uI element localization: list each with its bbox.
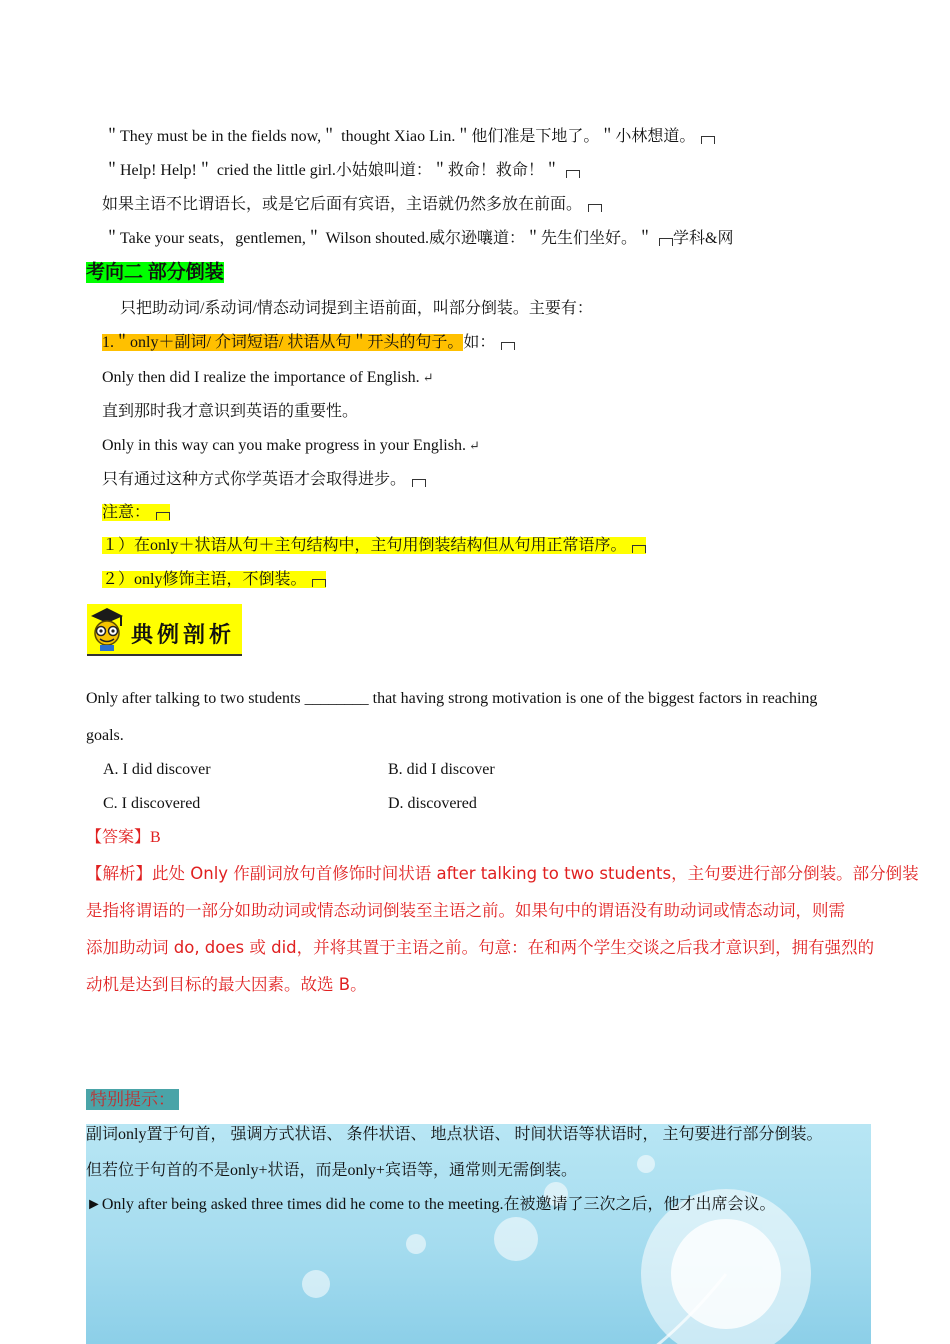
paragraph-mark-icon — [632, 545, 646, 553]
note-label — [102, 502, 170, 524]
dialogue-line-2: ＂Help! Help!＂ cried the little girl.小姑娘叫道：＂救命！救命！＂ — [104, 162, 560, 179]
example-1-zh: 直到那时我才意识到英语的重要性。 — [102, 403, 359, 420]
paragraph-mark-icon — [588, 204, 602, 212]
watermark-text: 学科&网 — [673, 230, 734, 247]
tip-line-1: 副词only置于句首， 强调方式状语、 条件状语、 地点状语、 时间状语等状语时， 主句要进行部分倒装。 — [86, 1126, 823, 1143]
solution-line: 【解析】此处 Only 作副词放句首修饰时间状语 after talking to two students，主句要进行部分倒装。部分倒装 — [86, 864, 919, 883]
text-line — [104, 228, 733, 250]
paragraph-mark-icon — [659, 238, 673, 246]
paragraph-mark-icon — [701, 136, 715, 144]
section-heading — [86, 260, 224, 287]
rule-line: 如果主语不比谓语长，或是它后面有宾语，主语就仍然多放在前面。 — [102, 196, 583, 213]
text-line — [104, 126, 715, 148]
solution-line: 动机是达到目标的最大因素。故选 B。 — [86, 975, 367, 994]
rule-1-highlight: 1.＂only＋副词/ 介词短语/ 状语从句＂开头的句子。 — [102, 334, 464, 351]
rule-1 — [102, 332, 515, 354]
example-banner — [87, 604, 242, 656]
example-1-en-text: Only then did I realize the importance of English. — [102, 369, 420, 386]
line-break-arrow-icon: ↵ — [422, 370, 434, 385]
option-a: A. I did discover — [103, 761, 211, 778]
solution-line: 是指将谓语的一部分如助动词或情态动词倒装至主语之前。如果句中的谓语没有助动词或情态动词，则需 — [86, 901, 845, 920]
paragraph-mark-icon — [566, 170, 580, 178]
paragraph-mark-icon — [312, 579, 326, 587]
paragraph-mark-icon — [501, 342, 515, 350]
banner-title: 典例剖析 — [131, 622, 236, 648]
solution-line: 添加助动词 do, does 或 did，并将其置于主语之前。句意：在和两个学生交谈之后我才意识到，拥有强烈的 — [86, 938, 875, 957]
question-stem-cont: goals. — [86, 727, 124, 744]
dialogue-line-1: ＂They must be in the fields now,＂ thought Xiao Lin.＂他们准是下地了。＂小林想道。 — [104, 128, 696, 145]
note-2 — [102, 569, 326, 591]
example-2-en-text: Only in this way can you make progress in your English. — [102, 437, 466, 454]
line-break-arrow-icon: ↵ — [468, 438, 480, 453]
note-1 — [102, 535, 646, 557]
note-label-text: 注意： — [102, 504, 170, 521]
answer: 【答案】B — [86, 829, 161, 846]
option-b: B. did I discover — [388, 761, 495, 778]
tip-line-2: 但若位于句首的不是only+状语，而是only+宾语等，通常则无需倒装。 — [86, 1162, 577, 1179]
text-line — [104, 160, 580, 182]
dialogue-line-4: ＂Take your seats，gentlemen,＂ Wilson shouted.威尔逊嚷道：＂先生们坐好。＂ — [104, 230, 653, 247]
option-c: C. I discovered — [103, 795, 201, 812]
example-2-zh-text: 只有通过这种方式你学英语才会取得进步。 — [102, 471, 407, 488]
paragraph-mark-icon — [156, 512, 170, 520]
section-heading-text: 考向二 部分倒装 — [86, 262, 224, 283]
tip-line-3: ►Only after being asked three times did he come to the meeting.在被邀请了三次之后，他才出席会议。 — [86, 1196, 776, 1213]
example-2-zh — [102, 469, 426, 491]
text-line — [102, 194, 602, 216]
section-intro: 只把助动词/系动词/情态动词提到主语前面，叫部分倒装。主要有： — [120, 300, 593, 317]
dandelion-background-icon — [86, 1124, 871, 1344]
note-2-text: ２）only修饰主语，不倒装。 — [102, 571, 326, 588]
question-stem: Only after talking to two students ________ that having strong motivation is one of the biggest factors in reaching — [86, 690, 818, 707]
example-1-en — [102, 367, 434, 389]
rule-1-suffix: 如： — [463, 334, 496, 351]
note-1-text: １）在only＋状语从句＋主句结构中，主句用倒装结构但从句用正常语序。 — [102, 537, 646, 554]
tip-box — [86, 1124, 871, 1344]
example-2-en — [102, 435, 480, 457]
option-d: D. discovered — [388, 795, 477, 812]
solution-block — [86, 855, 919, 1003]
paragraph-mark-icon — [412, 479, 426, 487]
tip-label: 特别提示： — [86, 1089, 179, 1110]
scholar-avatar-icon — [87, 606, 127, 652]
